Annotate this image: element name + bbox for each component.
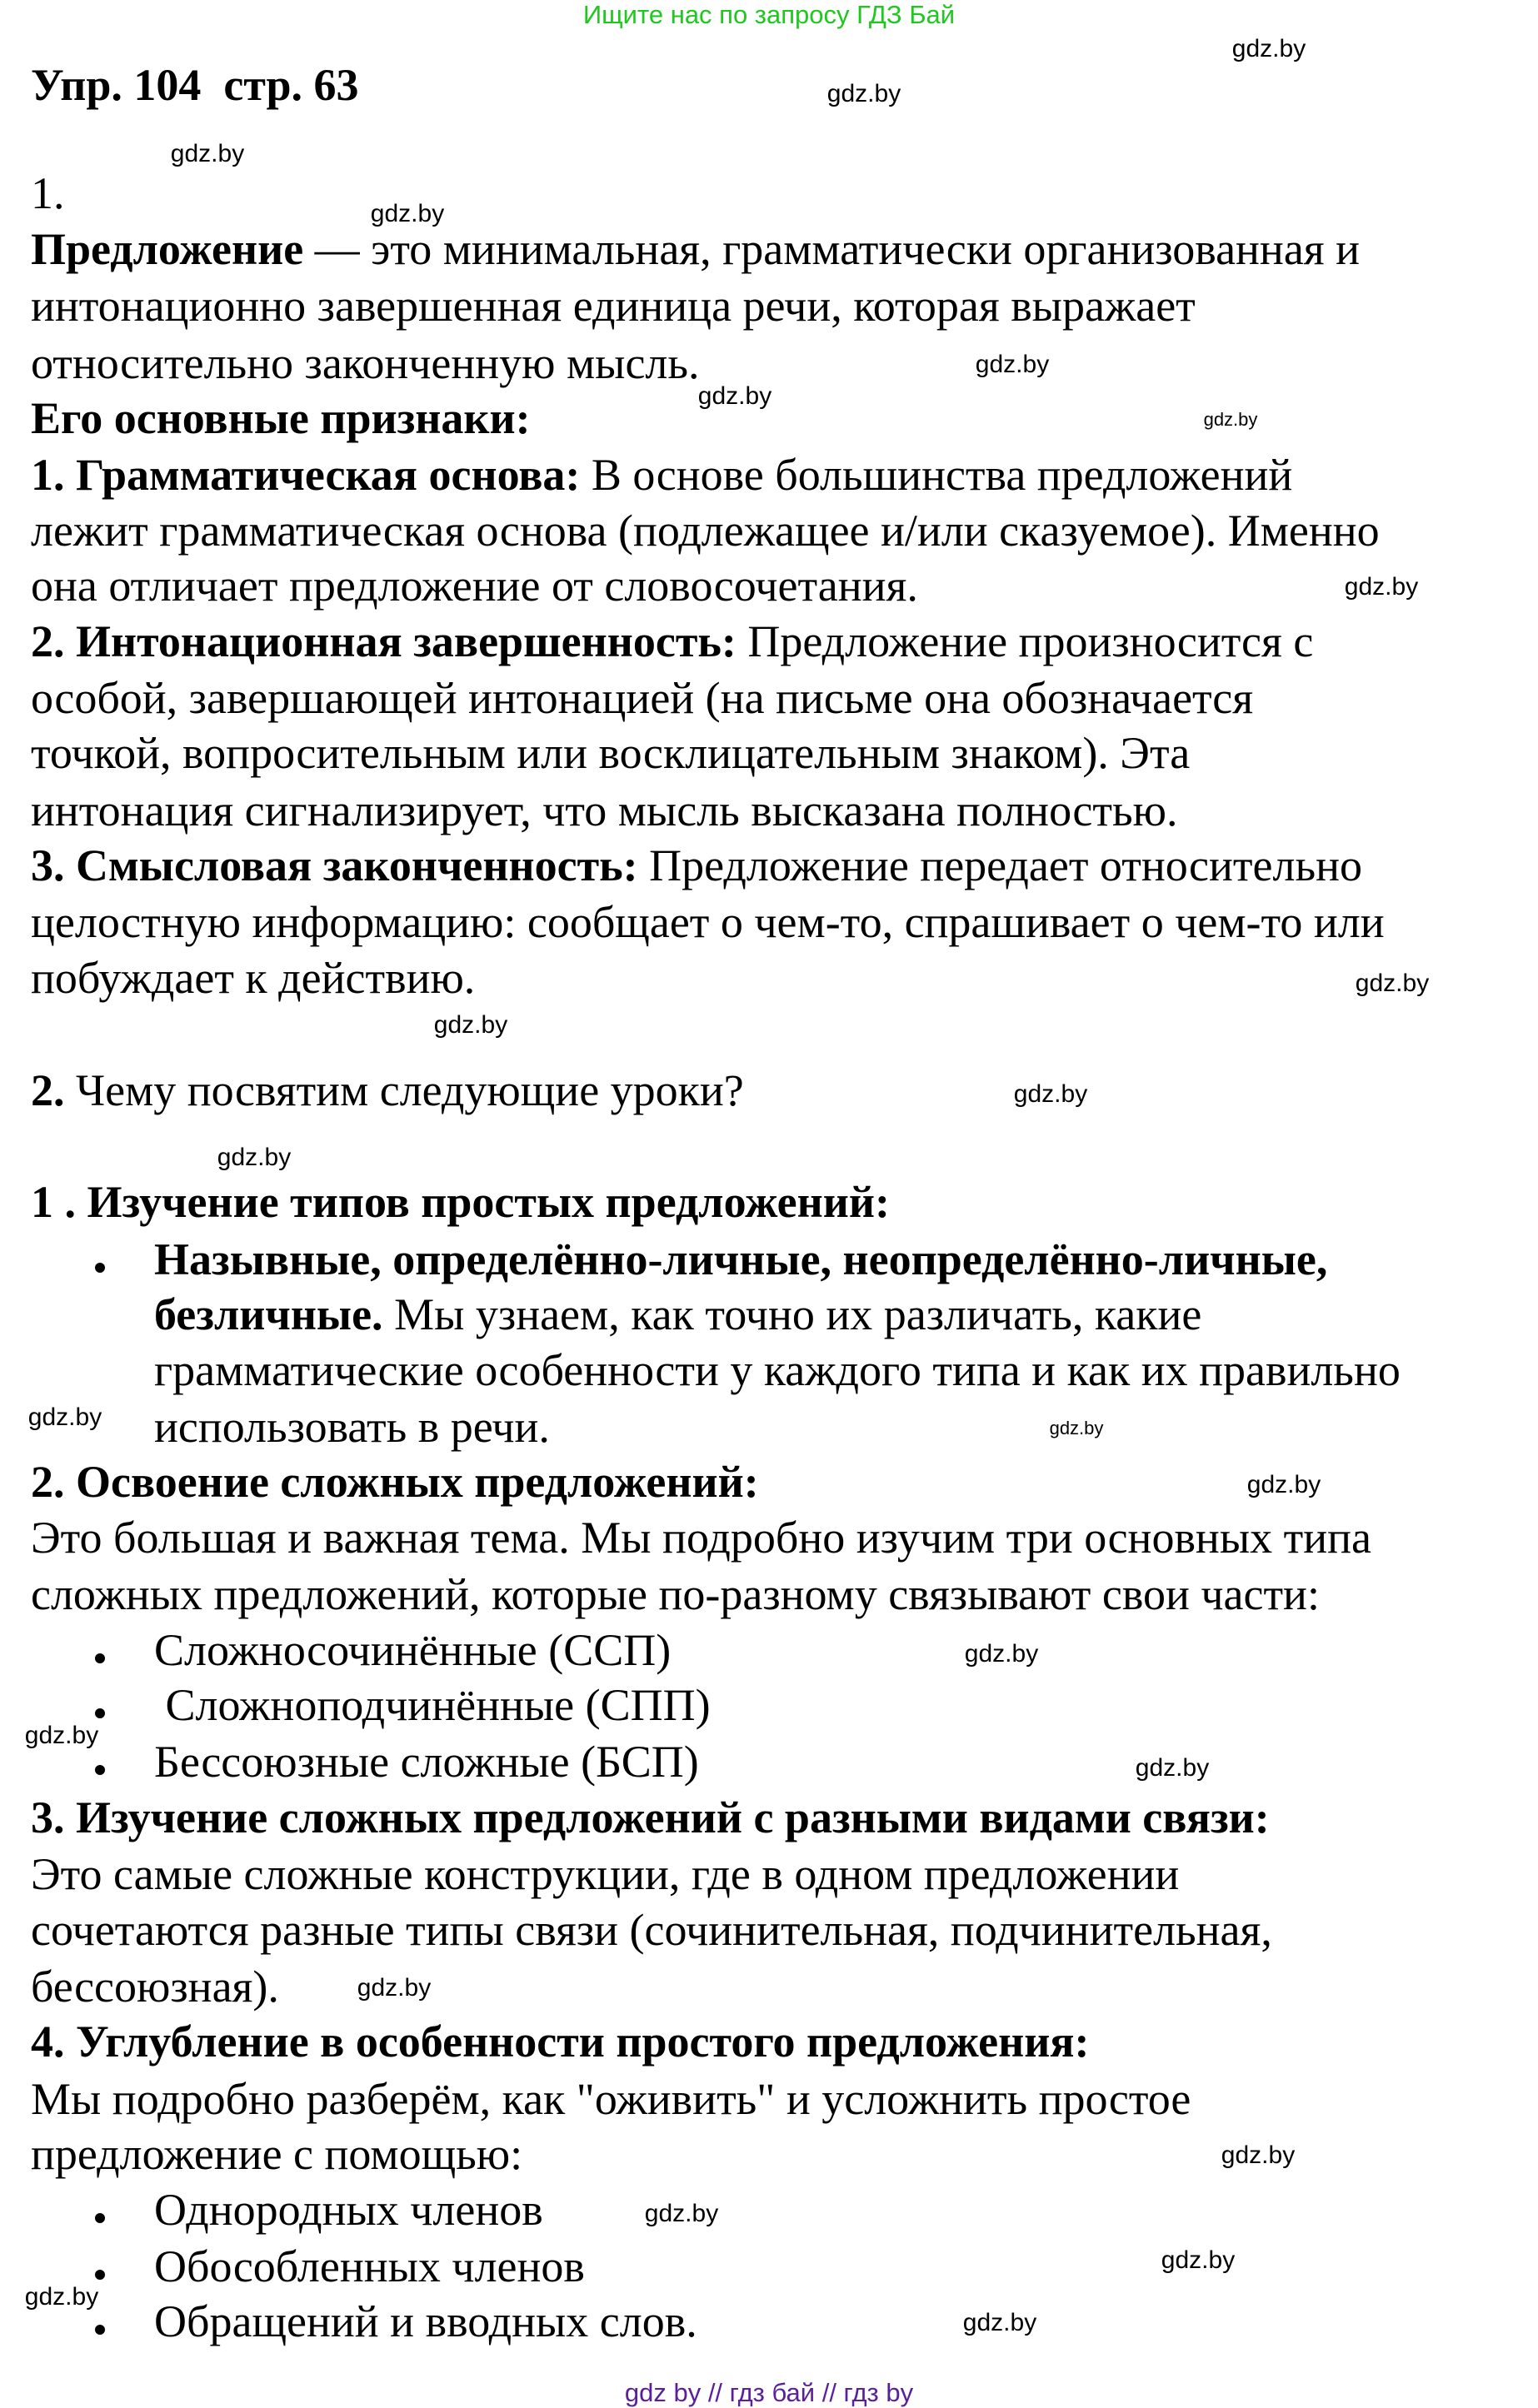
watermark: gdz.by [697, 382, 772, 410]
text-line [31, 785, 1177, 836]
line-text: Это самые сложные конструкции, где в одном предложении [31, 1849, 1180, 1899]
bullet-icon [95, 2325, 105, 2335]
text-line [31, 727, 1190, 779]
watermark: gdz.by [24, 1722, 99, 1749]
bullet-list-item [154, 1736, 699, 1787]
bullet-icon [95, 1653, 105, 1663]
line-text: 1. [31, 168, 65, 218]
watermark: gdz.by [644, 2200, 719, 2227]
bullet-list-item [154, 2241, 585, 2292]
watermark: gdz.by [1231, 35, 1306, 62]
text-line [31, 1456, 759, 1508]
text-line [31, 2016, 1090, 2067]
line-text: лежит грамматическая основа (подлежащее и/или сказуемое). Именно [31, 506, 1380, 556]
text-line [31, 223, 1360, 275]
watermark: gdz.by [1344, 573, 1419, 601]
line-text: Чему посвятим следующие уроки? [64, 1065, 744, 1115]
watermark: gdz.by [217, 1144, 292, 1171]
bold-term: 1 . Изучение типов простых предложений: [31, 1177, 890, 1227]
line-text: Однородных членов [154, 2185, 543, 2235]
text-line [31, 2128, 522, 2180]
line-text: интонация сигнализирует, что мысль высказана полностью. [31, 785, 1178, 835]
text-line [31, 1512, 1371, 1563]
bold-term: Его основные признаки: [31, 393, 531, 443]
bold-term: 1. Грамматическая основа: [31, 450, 581, 500]
line-text: — это минимальная, грамматически организованная и [303, 224, 1361, 274]
footer-links[interactable]: gdz by // гдз бай // гдз by [624, 2378, 914, 2407]
line-text: Мы подробно разберём, как "оживить" и усложнить простое [31, 2074, 1191, 2124]
line-text: точкой, вопросительным или восклицательным знаком). Эта [31, 728, 1191, 778]
bold-term: 3. Смысловая законченность: [31, 840, 638, 890]
line-text: особой, завершающей интонацией (на письме она обозначается [31, 673, 1254, 723]
watermark: gdz.by [1013, 1080, 1088, 1108]
text-line [31, 560, 918, 611]
text-line [31, 672, 1253, 724]
text-line [31, 1568, 1320, 1620]
bold-term: 4. Углубление в особенности простого предложения: [31, 2017, 1090, 2066]
text-line [154, 1289, 1201, 1340]
text-line [31, 449, 1292, 501]
bullet-icon [95, 1708, 105, 1718]
text-line [31, 337, 700, 389]
text-line [31, 392, 531, 444]
line-text: Бессоюзные сложные (БСП) [154, 1737, 699, 1787]
text-line [31, 280, 1196, 332]
watermark: gdz.by [1221, 2141, 1296, 2169]
bold-term: 2. Освоение сложных предложений: [31, 1457, 759, 1507]
text-line [31, 616, 1313, 667]
line-text: Сложносочинённые (ССП) [154, 1625, 672, 1675]
watermark: gdz.by [1355, 970, 1430, 997]
bold-term: 2. Интонационная завершенность: [31, 616, 737, 666]
watermark: gdz.by [962, 2309, 1037, 2336]
line-text: интонационно завершенная единица речи, которая выражает [31, 281, 1196, 331]
text-line [31, 1904, 1272, 1956]
text-line [31, 2073, 1191, 2125]
search-banner[interactable]: Ищите нас по запросу ГДЗ Бай [582, 0, 956, 29]
line-text: сочетаются разные типы связи (сочинительная, подчинительная, [31, 1905, 1272, 1955]
text-line [31, 1961, 279, 2012]
watermark: gdz.by [357, 1974, 432, 2002]
watermark: gdz.by [1161, 2246, 1236, 2274]
line-text: В основе большинства предложений [580, 450, 1293, 500]
line-text: Предложение передает относительно [637, 840, 1362, 890]
text-line [31, 505, 1380, 556]
text-line [31, 1792, 1270, 1843]
text-line [31, 952, 475, 1004]
line-text: Сложноподчинённые (СПП) [154, 1680, 711, 1730]
watermark: gdz.by [975, 351, 1050, 378]
bullet-icon [95, 2270, 105, 2280]
text-line [31, 1064, 744, 1116]
text-line [31, 167, 65, 219]
line-text: побуждает к действию. [31, 953, 476, 1003]
line-text: грамматические особенности у каждого типа и как их правильно [154, 1345, 1401, 1395]
line-text: предложение с помощью: [31, 2129, 523, 2179]
line-text: использовать в речи. [154, 1402, 550, 1452]
bullet-list-item [154, 2184, 543, 2236]
line-text: сложных предложений, которые по-разному связывают свои части: [31, 1569, 1320, 1619]
line-text: Предложение произносится с [736, 616, 1314, 666]
line-text: она отличает предложение от словосочетания. [31, 561, 918, 611]
line-text: бессоюзная). [31, 1962, 279, 2012]
watermark: gdz.by [1135, 1754, 1210, 1782]
bullet-icon [95, 1765, 105, 1775]
bullet-icon [95, 2213, 105, 2223]
bold-term: 3. Изучение сложных предложений с разными видами связи: [31, 1792, 1270, 1842]
line-text: целостную информацию: сообщает о чем-то, спрашивает о чем-то или [31, 897, 1385, 947]
bullet-icon [95, 1263, 105, 1273]
watermark: gdz.by [24, 2283, 99, 2311]
watermark: gdz.by [964, 1640, 1039, 1668]
watermark: gdz.by [826, 80, 901, 107]
watermark: gdz.by [370, 200, 445, 227]
watermark: gdz.by [433, 1011, 508, 1039]
page-title: Упр. 104 стр. 63 [31, 60, 359, 110]
text-line [31, 1848, 1179, 1900]
line-text: относительно законченную мысль. [31, 338, 700, 388]
watermark: gdz.by [27, 1403, 102, 1431]
watermark: gdz.by [1246, 1471, 1321, 1498]
bullet-list-item [154, 1679, 711, 1731]
watermark: gdz.by [170, 140, 245, 167]
text-line [31, 1176, 890, 1228]
line-text: Обособленных членов [154, 2241, 585, 2291]
line-text: Мы узнаем, как точно их различать, какие [382, 1289, 1202, 1339]
text-line [31, 840, 1362, 891]
watermark: gdz.by [1203, 409, 1258, 430]
bullet-list-item [154, 2296, 697, 2347]
bold-term: Предложение [31, 224, 304, 274]
bold-term: Назывные, определённо-личные, неопределённо-личные, [154, 1234, 1328, 1284]
bullet-list-item [154, 1624, 671, 1676]
text-line [154, 1344, 1401, 1396]
bold-term: 2. [31, 1065, 65, 1115]
bold-term: безличные. [154, 1289, 383, 1339]
text-line [154, 1401, 550, 1453]
bullet-list-item [154, 1234, 1327, 1285]
line-text: Это большая и важная тема. Мы подробно изучим три основных типа [31, 1513, 1371, 1563]
text-line [31, 896, 1385, 948]
line-text: Обращений и вводных слов. [154, 2296, 697, 2346]
watermark: gdz.by [1049, 1418, 1104, 1438]
